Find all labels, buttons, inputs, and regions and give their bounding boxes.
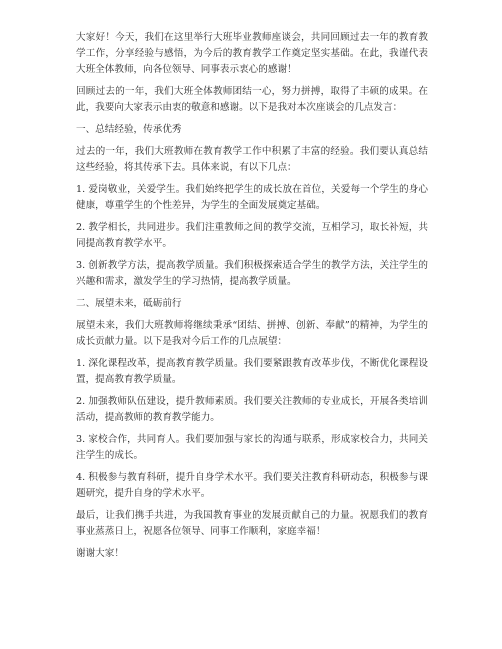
list-item-2-3: 3. 家校合作，共同育人。我们要加强与家长的沟通与联系，形成家校合力，共同关注学生的成长。 [76,434,428,461]
list-item-2-2: 2. 加强教师队伍建设，提升教师素质。我们要关注教师的专业成长，开展各类培训活动，提高教师的教育教学能力。 [76,396,428,423]
section-heading-1: 一、总结经验，传承优秀 [76,124,182,135]
list-item-1-2: 2. 教学相长，共同进步。我们注重教师之间的教学交流，互相学习，取长补短，共同提高教育教学水平。 [76,222,428,249]
paragraph-greeting: 大家好！今天，我们在这里举行大班毕业教师座谈会，共同回顾过去一年的教育教学工作，分享经验与感悟，为今后的教育教学工作奠定坚实基础。在此，我谨代表大班全体教师，向各位领导、同事表示衷心的感谢！ [76,32,428,75]
paragraph-section-1-intro: 过去的一年，我们大班教师在教育教学工作中积累了丰富的经验。我们要认真总结这些经验，将其传承下去。具体来说，有以下几点： [76,146,428,173]
document-body [76,30,428,568]
list-item-2-1: 1. 深化课程改革，提高教育教学质量。我们要紧跟教育改革步伐，不断优化课程设置，提高教育教学质量。 [76,358,428,385]
list-item-2-4: 4. 积极参与教育科研，提升自身学术水平。我们要关注教育科研动态，积极参与课题研究，提升自身的学术水平。 [76,472,428,499]
list-item-1-3: 3. 创新教学方法，提高教学质量。我们积极探索适合学生的教学方法，关注学生的兴趣和需求，激发学生的学习热情，提高教学质量。 [76,260,428,287]
paragraph-thanks: 谢谢大家！ [76,548,124,559]
paragraph-section-2-intro: 展望未来，我们大班教师将继续秉承“团结、拼搏、创新、奉献”的精神，为学生的成长贡献力量。以下是我对今后工作的几点展望： [76,320,428,347]
list-item-1-1: 1. 爱岗敬业，关爱学生。我们始终把学生的成长放在首位，关爱每一个学生的身心健康，尊重学生的个性差异，为学生的全面发展奠定基础。 [76,184,428,211]
section-heading-2: 二、展望未来，砥砺前行 [76,298,182,309]
paragraph-closing: 最后，让我们携手共进，为我国教育事业的发展贡献自己的力量。祝愿我们的教育事业蒸蒸日上，祝愿各位领导、同事工作顺利，家庭幸福！ [76,510,428,537]
paragraph-review: 回顾过去的一年，我们大班全体教师团结一心，努力拼搏，取得了丰硕的成果。在此，我要向大家表示由衷的敬意和感谢。以下是我对本次座谈会的几点发言： [76,86,428,113]
